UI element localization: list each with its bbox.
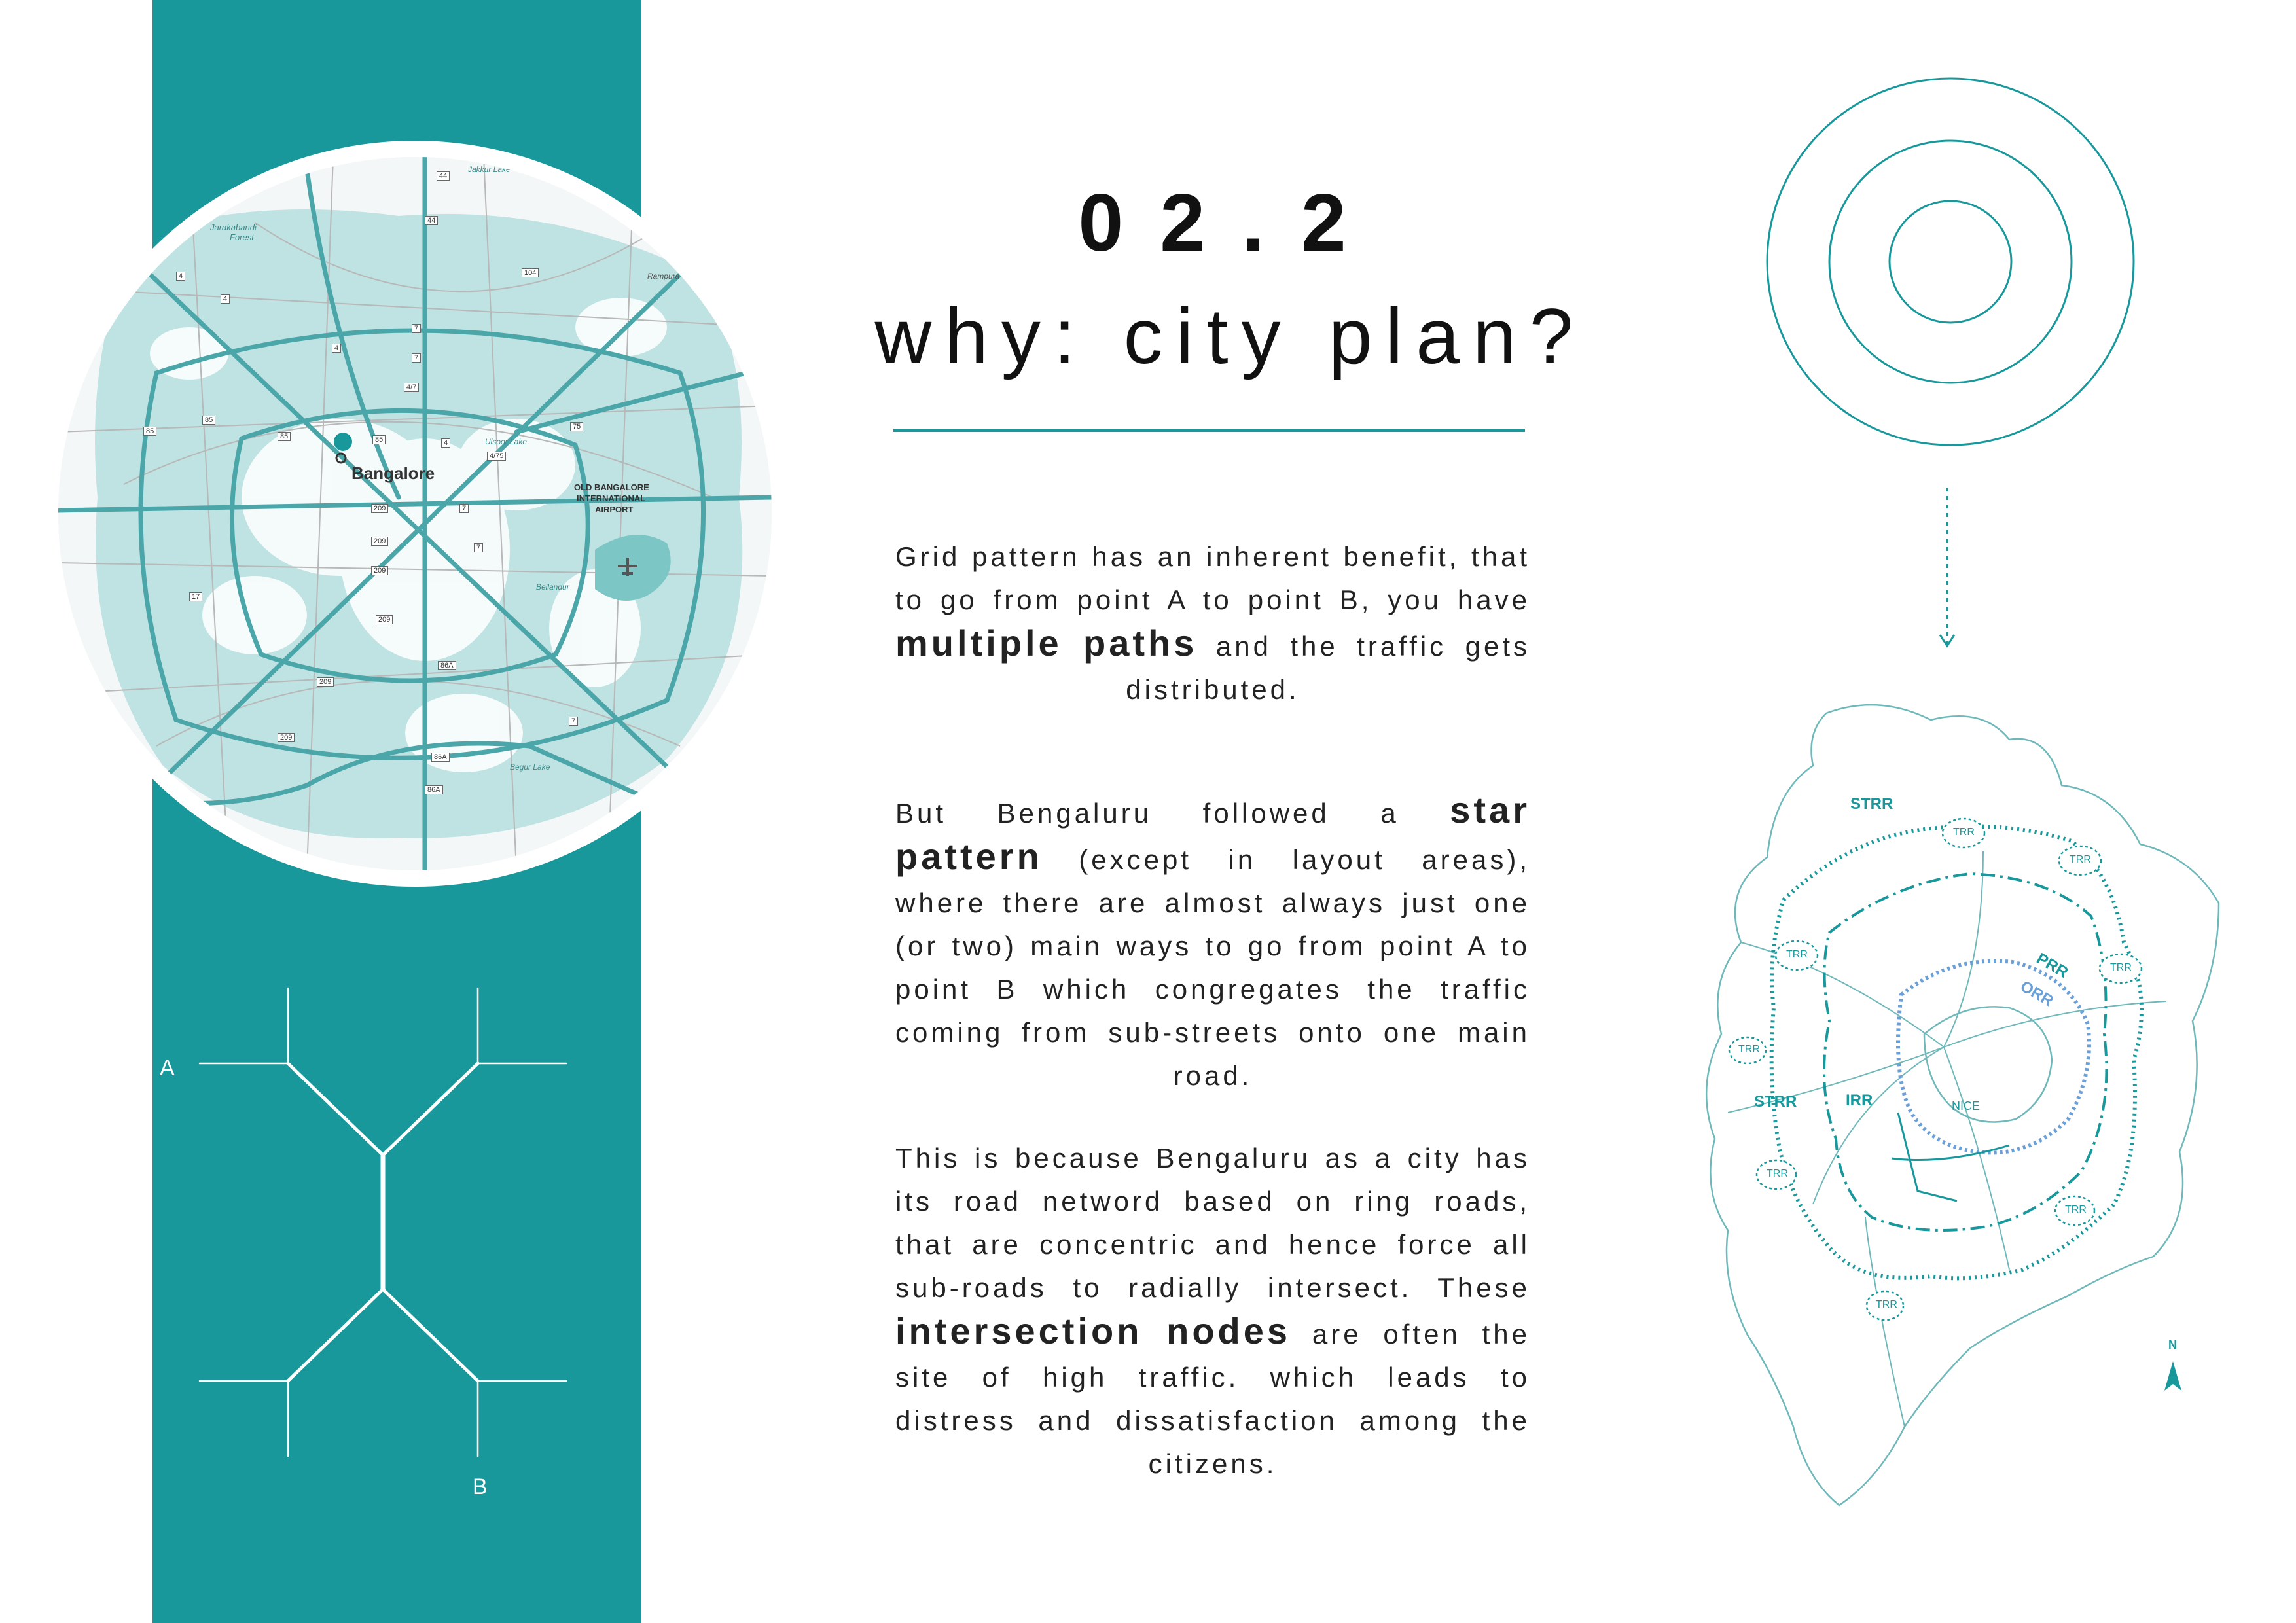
map-road-shield: 209 bbox=[317, 677, 334, 687]
map-road-shield: 85 bbox=[372, 435, 386, 444]
map-road-shield: 7 bbox=[459, 504, 469, 513]
trr-node-label: TRR bbox=[1953, 827, 1975, 838]
map-city-label: Bangalore bbox=[351, 463, 435, 483]
trr-node-label: TRR bbox=[1767, 1168, 1788, 1179]
trr-node-label: TRR bbox=[2070, 854, 2091, 865]
city-map-frame bbox=[42, 141, 788, 887]
map-lake-label: Ulsoor Lake bbox=[485, 437, 528, 446]
map-forest-label: Jarakabandi bbox=[210, 223, 257, 232]
paragraph-text: (except in layout areas), where there are almost always just one (or two) main ways to go from point A to point B which congregates the traffic coming from sub-streets onto one main road. bbox=[895, 844, 1530, 1091]
map-road-shield: 86A bbox=[425, 785, 443, 794]
ring-label-strr: STRR bbox=[1754, 1093, 1797, 1111]
concentric-rings-icon bbox=[1761, 72, 2140, 452]
trr-node-label: TRR bbox=[2065, 1204, 2087, 1215]
trr-node-label: TRR bbox=[1786, 949, 1808, 960]
map-road-shield: 4 bbox=[332, 344, 341, 353]
map-road-shield: 209 bbox=[371, 504, 388, 513]
map-forest-label: Forest bbox=[230, 232, 254, 242]
map-road-shield: 7 bbox=[412, 353, 421, 363]
map-road-shield: 209 bbox=[371, 537, 388, 546]
page-title: why: city plan? bbox=[874, 293, 1587, 380]
map-lake-label: Begur Lake bbox=[510, 762, 550, 772]
map-area-label: Rampura bbox=[647, 272, 680, 281]
section-number: 02.2 bbox=[1078, 178, 1383, 268]
north-label: N bbox=[2168, 1338, 2177, 1351]
map-road-shield: 85 bbox=[143, 427, 156, 436]
map-road-shield: 86A bbox=[431, 753, 450, 762]
map-road-shield: 85 bbox=[278, 432, 291, 441]
map-road-shield: 4 bbox=[221, 294, 230, 304]
ring-label-strr: STRR bbox=[1850, 795, 1893, 813]
paragraph-ring-roads bbox=[895, 1137, 1530, 1486]
ring-road-map bbox=[1643, 694, 2232, 1531]
map-road-shield: 209 bbox=[376, 615, 393, 624]
trr-node-label: TRR bbox=[1876, 1299, 1897, 1310]
title-divider bbox=[893, 429, 1525, 432]
map-lake-label: Bellandur bbox=[536, 582, 569, 592]
map-road-shield: 85 bbox=[202, 416, 215, 425]
map-road-shield: 7 bbox=[474, 543, 483, 552]
ring-label-orr: ORR bbox=[2017, 977, 2056, 1010]
point-a-label: A bbox=[160, 1056, 175, 1080]
city-map bbox=[58, 157, 772, 870]
city-map-roads bbox=[58, 157, 772, 870]
ring-label-irr: IRR bbox=[1846, 1092, 1873, 1109]
map-road-shield: 209 bbox=[278, 733, 295, 742]
map-road-shield: 7 bbox=[412, 324, 421, 333]
map-airport-label: INTERNATIONAL bbox=[577, 493, 646, 503]
map-road-shield: 44 bbox=[437, 171, 450, 181]
map-lake-label: Jakkur Lake bbox=[468, 165, 511, 174]
trr-node-label: TRR bbox=[2110, 962, 2132, 973]
point-b-label: B bbox=[473, 1474, 488, 1499]
emphasis-star-pattern: star pattern bbox=[895, 789, 1530, 877]
map-road-shield: 75 bbox=[570, 422, 583, 431]
star-pattern-diagram bbox=[157, 975, 589, 1472]
paragraph-text: But Bengaluru followed a bbox=[895, 798, 1450, 829]
ring-road-map-drawing bbox=[1643, 694, 2232, 1531]
emphasis-intersection-nodes: intersection nodes bbox=[895, 1310, 1291, 1351]
map-road-shield: 44 bbox=[425, 216, 438, 225]
paragraph-text: This is because Bengaluru as a city has its road netword based on ring roads, that are concentric and hence force all sub-roads to radially intersect. These bbox=[895, 1143, 1530, 1303]
paragraph-star-pattern bbox=[895, 789, 1530, 1097]
map-airport-label: OLD BANGALORE bbox=[574, 482, 649, 492]
dotted-arrow-down-icon bbox=[1937, 488, 1957, 651]
trr-node-label: TRR bbox=[1738, 1044, 1760, 1055]
map-road-shield: 4 bbox=[441, 438, 450, 448]
paragraph-text: are often the site of high traffic. which leads to distress and dissatisfaction among the citizens. bbox=[895, 1319, 1530, 1479]
map-airport-label: AIRPORT bbox=[595, 505, 634, 514]
map-road-shield: 17 bbox=[189, 592, 202, 601]
paragraph-grid-pattern bbox=[895, 535, 1530, 711]
map-road-shield: 7 bbox=[569, 717, 578, 726]
map-road-shield: 209 bbox=[371, 566, 388, 575]
map-road-shield: 4 bbox=[176, 272, 185, 281]
paragraph-text: and the traffic gets distributed. bbox=[1126, 631, 1530, 705]
map-road-shield: 4/7 bbox=[404, 383, 419, 392]
paragraph-text: Grid pattern has an inherent benefit, that to go from point A to point B, you have bbox=[895, 541, 1530, 615]
ring-label-nice: NICE bbox=[1952, 1099, 1981, 1113]
emphasis-multiple-paths: multiple paths bbox=[895, 622, 1198, 664]
map-road-shield: 4/75 bbox=[487, 452, 506, 461]
ring-label-prr: PRR bbox=[2033, 950, 2072, 982]
map-road-shield: 86A bbox=[438, 661, 456, 670]
map-road-shield: 104 bbox=[522, 268, 539, 277]
